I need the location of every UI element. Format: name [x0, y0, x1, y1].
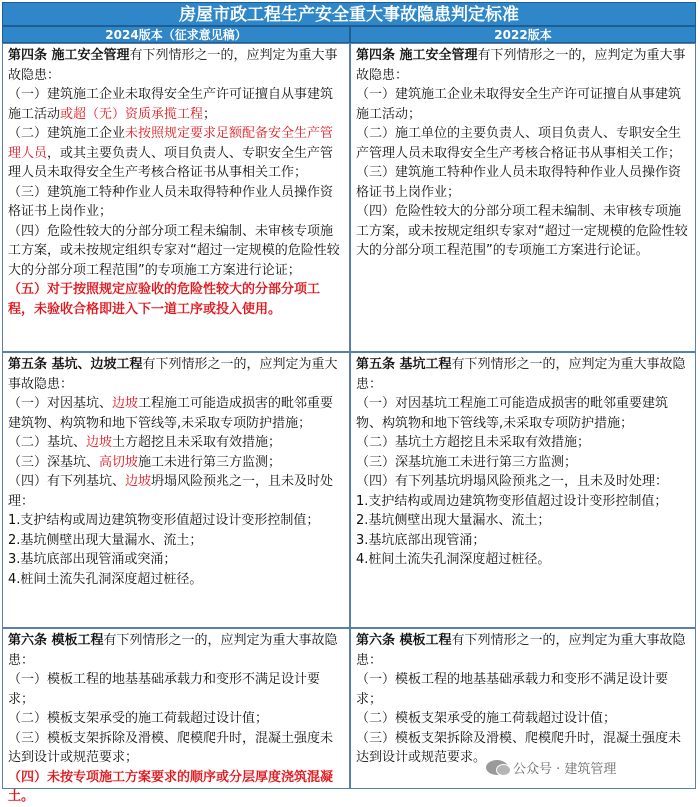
- article-5-sub-3: 3.基坑底部出现管涌；: [356, 532, 486, 548]
- article-5-sub-4: 4.桩间土流失孔洞深度超过桩径。: [356, 552, 551, 567]
- article-6-item-4: （四）未按专项施工方案要求的顺序或分层厚度浇筑混凝土。: [8, 769, 334, 804]
- article-6-intro: 第六条 模板工程有下列情形之一的，应判定为重大事故隐患：: [356, 633, 686, 668]
- article-5-sub-2: 2.基坑侧壁出现大量漏水、流土；: [356, 513, 551, 528]
- article-6-heading: 第六条 模板工程: [8, 633, 104, 648]
- article-5-heading: 第五条 基坑、边坡工程: [8, 357, 143, 372]
- article-6-item-1: （一）模板工程的地基基础承载力和变形不满足设计要求；: [8, 672, 321, 707]
- article-4-item-4: （四）危险性较大的分部分项工程未编制、未审核专项施工方案，或未按规定组织专家对“超过一定规模的危险性较大的分部分项工程范围”的专项施工方案进行论证。: [356, 204, 688, 258]
- article-5-sub-1: 1.支护结构或周边建筑物变形值超过设计变形控制值；: [8, 513, 320, 528]
- article-4-item-1: （一）建筑施工企业未取得安全生产许可证擅自从事建筑施工活动或超（无）资质承揽工程；: [8, 87, 334, 122]
- article-5-sub-2: 2.基坑侧壁出现大量漏水、流土；: [8, 532, 203, 548]
- article-6-item-1: （一）模板工程的地基基础承载力和变形不满足设计要求；: [356, 672, 669, 707]
- article-4-heading: 第四条 施工安全管理: [356, 48, 478, 63]
- article-4-item-3: （三）建筑施工特种作业人员未取得特种作业人员操作资格证书上岗作业；: [356, 165, 682, 200]
- article-6-item-2: （二）模板支架承受的施工荷载超过设计值；: [8, 711, 269, 726]
- article-5-heading: 第五条 基坑工程: [356, 357, 452, 372]
- article-5-item-1: （一）对因基坑、边坡工程施工可能造成损害的毗邻重要建筑物、构筑物和地下管线等,未采取专项防护措施；: [8, 396, 334, 431]
- article-4-heading: 第四条 施工安全管理: [8, 48, 130, 63]
- page-title: 房屋市政工程生产安全重大事故隐患判定标准: [2, 2, 696, 26]
- article-4-item-4: （四）危险性较大的分部分项工程未编制、未审核专项施工方案，或未按规定组织专家对“超过一定规模的危险性较大的分部分项工程范围”的专项施工方案进行论证；: [8, 223, 340, 278]
- article-6-item-3: （三）模板支架拆除及滑模、爬模爬升时，混凝土强度未达到设计或规范要求；: [8, 730, 334, 765]
- article-5-2022: [350, 352, 696, 628]
- article-6-item-3: （三）模板支架拆除及滑模、爬模爬升时，混凝土强度未达到设计或规范要求。: [356, 730, 682, 765]
- article-4-item-2: （二）施工单位的主要负责人、项目负责人、专职安全生产管理人员未取得安全生产考核合格证书从事相关工作；: [356, 126, 682, 161]
- article-6-intro: 第六条 模板工程有下列情形之一的，应判定为重大事故隐患：: [8, 633, 338, 668]
- watermark: [486, 758, 616, 777]
- article-4-intro: 第四条 施工安全管理有下列情形之一的，应判定为重大事故隐患：: [356, 48, 686, 83]
- article-4-intro: 第四条 施工安全管理有下列情形之一的，应判定为重大事故隐患：: [8, 48, 338, 83]
- wechat-icon: [486, 760, 508, 775]
- article-5-item-1: （一）对因基坑工程施工可能造成损害的毗邻重要建筑物、构筑物和地下管线等,未采取专项防护措施；: [356, 396, 669, 431]
- article-4-2024: [2, 43, 350, 352]
- article-5-item-2: （二）基坑土方超挖且未采取有效措施；: [356, 435, 591, 450]
- article-5-sub-1: 1.支护结构或周边建筑物变形值超过设计变形控制值；: [356, 493, 668, 509]
- article-5-item-3: （三）深基坑、高切坡施工未进行第三方监测；: [8, 454, 282, 470]
- article-4-item-1: （一）建筑施工企业未取得安全生产许可证擅自从事建筑施工活动；: [356, 87, 682, 122]
- article-5-item-4: （四）有下列基坑、边坡坍塌风险预兆之一，且未及时处理：: [8, 474, 334, 509]
- article-4-item-5: （五）对于按照规定应验收的危险性较大的分部分项工程，未验收合格即进入下一道工序或投入使用。: [8, 282, 321, 317]
- article-5-intro: 第五条 基坑工程有下列情形之一的，应判定为重大事故隐患：: [356, 357, 686, 392]
- article-5-sub-4: 4.桩间土流失孔洞深度超过桩径。: [8, 571, 203, 587]
- column-header-2024: 2024版本（征求意见稿）: [2, 26, 350, 43]
- article-5-item-2: （二）基坑、边坡土方超挖且未采取有效措施；: [8, 435, 282, 450]
- article-4-item-2: （二）建筑施工企业未按照规定要求足额配备安全生产管理人员，或其主要负责人、项目负责人、专职安全生产管理人员未取得安全生产考核合格证书从事相关工作；: [8, 126, 334, 180]
- article-5-item-3: （三）深基坑施工未进行第三方监测；: [356, 454, 578, 470]
- article-6-2024: [2, 628, 350, 804]
- article-6-item-2: （二）模板支架承受的施工荷载超过设计值；: [356, 711, 617, 726]
- article-4-2022: [350, 43, 696, 352]
- column-header-2022: 2022版本: [350, 26, 696, 43]
- article-5-2024: [2, 352, 350, 628]
- watermark-text: 公众号 · 建筑管理: [513, 762, 617, 777]
- article-5-intro: 第五条 基坑、边坡工程有下列情形之一的，应判定为重大事故隐患：: [8, 357, 338, 392]
- article-5-sub-3: 3.基坑底部出现管涌或突涌；: [8, 552, 177, 567]
- article-6-heading: 第六条 模板工程: [356, 633, 452, 648]
- article-4-item-3: （三）建筑施工特种作业人员未取得特种作业人员操作资格证书上岗作业；: [8, 184, 334, 219]
- article-5-item-4: （四）有下列基坑坍塌风险预兆之一，且未及时处理：: [356, 474, 669, 489]
